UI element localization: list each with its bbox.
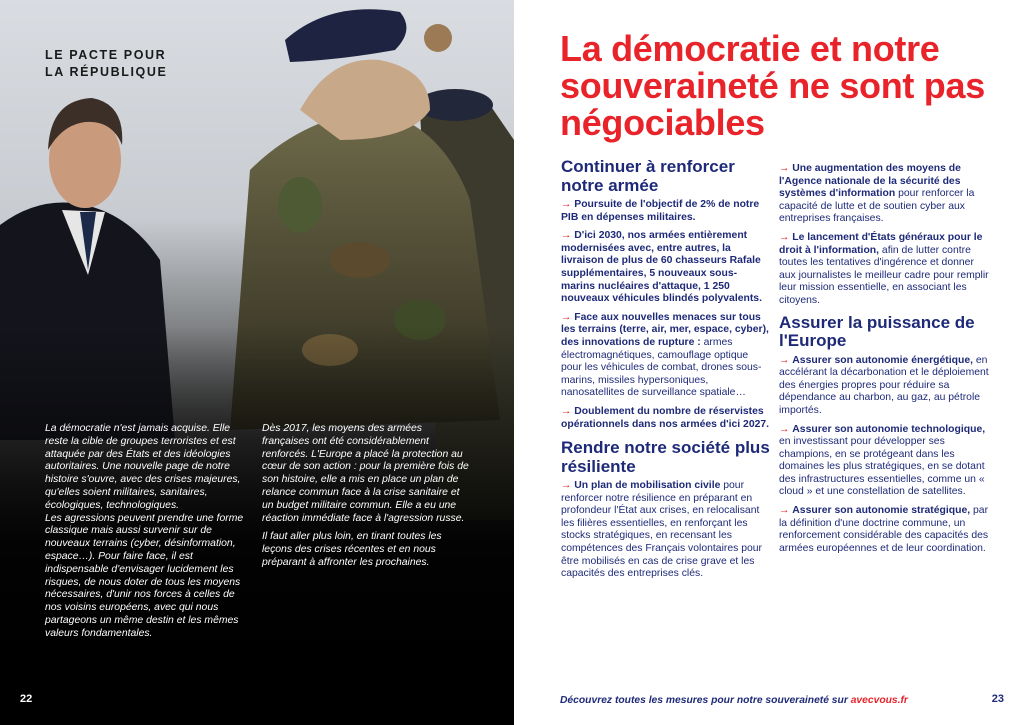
website-link[interactable]: avecvous.fr [850,695,908,706]
section-title-europe: Assurer la puissance de l'Europe [779,312,975,351]
page-number-left: 22 [20,693,33,705]
measure-item: → Assurer son autonomie énergétique, en accélérant la décarbonation et le déploiement des énergies propres pour réduire sa dépendance au charbon, au gaz, au pétrole importés. [779,354,989,416]
arrow-icon: → [779,354,790,366]
arrow-icon: → [779,505,790,517]
section-label [45,47,167,81]
arrow-icon: → [779,163,790,174]
intro-paragraph: Il faut aller plus loin, en tirant toutes les leçons des crises récentes et en nous préparant à affronter les prochaines. [262,531,442,568]
measure-item: → Une augmentation des moyens de l'Agence nationale de la sécurité des systèmes d'information pour renforcer la capacité de lutte et de soutien cyber aux entreprises françaises. [779,163,975,225]
column-right [779,163,989,561]
intro-paragraph: La démocratie n'est jamais acquise. Elle reste la cible de groupes terroristes et est attaquée par des États et des idéologies autoritaires. Une nouvelle page de notre histoire s'ouvre, avec des crises majeures, qu'elles soient militaires, sanitaires, écologiques, technologiques. [45,423,241,511]
arrow-icon: → [779,231,790,243]
page-number-right: 23 [991,693,1004,705]
intro-column-1 [45,423,250,641]
arrow-icon: → [561,311,572,323]
arrow-icon: → [561,230,572,242]
intro-column-2 [262,423,470,570]
measure-item: → Face aux nouvelles menaces sur tous les terrains (terre, air, mer, espace, cyber), des innovations de rupture : armes électromagnétiques, camouflage optique pour les véhicules de combat, drones sous-marins, missiles hypersoniques, nanosatellites de surveillance spatiale… [561,311,769,399]
intro-paragraph: Dès 2017, les moyens des armées françaises ont été considérablement renforcés. L'Europe a placé la protection au cœur de son action : pour la première fois de son histoire, elle a mis en place un plan de relance commun face à la crise sanitaire et un budget militaire commun. Elle a eu une réaction immédiate face à l'agression russe. [262,423,469,524]
measure-item: → Un plan de mobilisation civile pour renforcer notre résilience en préparant en profondeur l'État aux crises, en relocalisant les filières essentielles, en renforçant les stocks stratégiques, en recensant les compétences des Français volontaires pour être mobilisés en cas de crise grave et les capacités des entreprises clés. [561,480,762,580]
arrow-icon: → [561,480,572,492]
section-title-resilience: Rendre notre société plus résiliente [561,438,770,476]
section-label-line1: LE PACTE POUR [45,48,167,62]
measure-item: → Doublement du nombre de réservistes opérationnels dans nos armées d'ici 2027. [561,405,770,430]
page-headline: La démocratie et notre souveraineté ne sont pas négociables [560,28,985,143]
right-page [514,0,1024,725]
footer-note [560,695,908,706]
footer-text: Découvrez toutes les mesures pour notre souveraineté sur [560,695,851,706]
measure-item: → Le lancement d'États généraux pour le droit à l'information, afin de lutter contre toutes les tentatives d'ingérence et donner aux journalistes le meilleur cadre pour remplir leur mission essentielle, en associant les citoyens. [779,231,989,306]
measure-item: → Poursuite de l'objectif de 2% de notre PIB en dépenses militaires. [561,199,760,223]
measure-item: → Assurer son autonomie technologique, en investissant pour développer ses champions, en se protégeant dans les domaines les plus stratégiques, en se dotant des infrastructures essentielles, comme un « cloud » et une constellation de satellites. [779,423,986,498]
section-title-army: Continuer à renforcer notre armée [561,157,735,195]
arrow-icon: → [561,405,572,417]
arrow-icon: → [779,423,790,435]
measure-item: → Assurer son autonomie stratégique, par la définition d'une doctrine commune, un renforcement considérable des capacités des armées européennes et de leur coordination. [779,505,989,554]
intro-paragraph: Les agressions peuvent prendre une forme classique mais aussi survenir sur de nouveaux terrains (cyber, désinformation, espace…). Pour faire face, il est indispensable d'envisager lucidement les risques, de nous doter de tous les moyens nécessaires, d'unir nos forces à celles de nos voisins européens, avec qui nous partageons un même destin et les mêmes valeurs fondamentales. [45,512,244,639]
arrow-icon: → [561,199,572,210]
measure-item: → D'ici 2030, nos armées entièrement modernisées avec, entre autres, la livraison de plus de 60 chasseurs Rafale supplémentaires, 5 nouveaux sous-marins nucléaires d'attaque, 1 250 nouveaux véhicules blindés polyvalents. [561,230,762,305]
column-left [561,158,771,587]
section-label-line2: LA RÉPUBLIQUE [45,65,168,79]
